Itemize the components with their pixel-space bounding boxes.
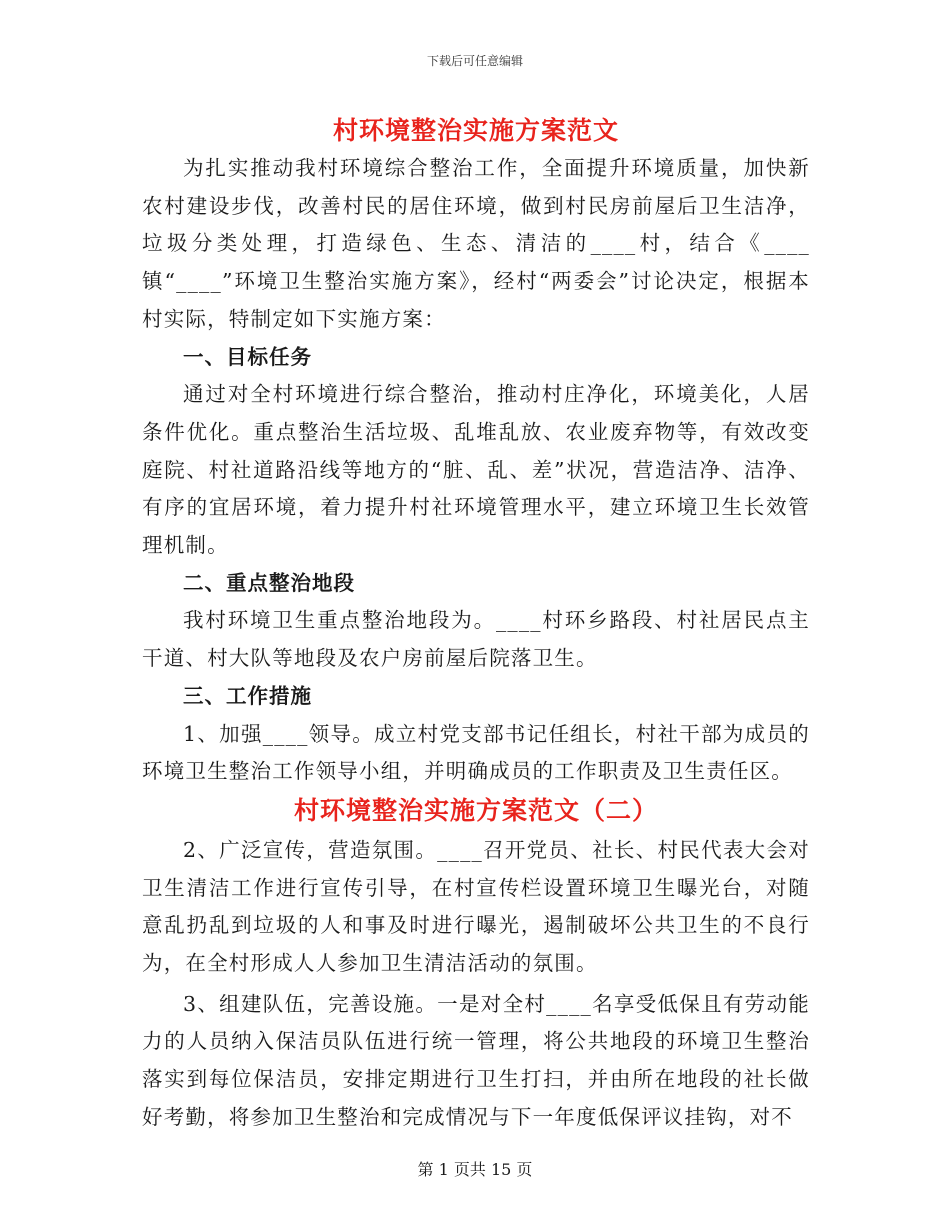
goals-paragraph: 通过对全村环境进行综合整治，推动村庄净化，环境美化，人居条件优化。重点整治生活垃圾、乱堆乱放、农业废弃物等，有效改变庭院、村社道路沿线等地方的“脏、乱、差”状况，营造洁净、洁净、有序的宜居环境，着力提升村社环境管理水平，建立环境卫生长效管理机制。 [142,382,810,558]
measure-item-2: 2、广泛宣传，营造氛围。____召开党员、社长、村民代表大会对卫生清洁工作进行宣传引导，在村宣传栏设置环境卫生曝光台，对随意乱扔乱到垃圾的人和事及时进行曝光，遏制破坏公共卫生的不良行为，在全村形成人人参加卫生清洁活动的氛围。 [142,837,810,976]
measure-item-3: 3、组建队伍，完善设施。一是对全村____名享受低保且有劳动能力的人员纳入保洁员队伍进行统一管理，将公共地段的环境卫生整治落实到每位保洁员，安排定期进行卫生打扫，并由所在地段的社长做好考勤，将参加卫生整治和完成情况与下一年度低保评议挂钩，对不 [142,991,810,1129]
section-heading-goals: 一、目标任务 [183,344,312,369]
document-title: 村环境整治实施方案范文 [332,116,619,145]
key-areas-paragraph: 我村环境卫生重点整治地段为。____村环乡路段、村社居民点主干道、村大队等地段及农户房前屋后院落卫生。 [142,608,810,671]
measure-item-1: 1、加强____领导。成立村党支部书记任组长，村社干部为成员的环境卫生整治工作领导小组，并明确成员的工作职责及卫生责任区。 [142,721,810,784]
header-note: 下载后可任意编辑 [426,54,523,68]
document-title-2: 村环境整治实施方案范文（二） [293,795,658,825]
page-number: 第 1 页共 15 页 [417,1160,533,1179]
section-heading-key-areas: 二、重点整治地段 [183,570,355,595]
intro-paragraph: 为扎实推动我村环境综合整治工作，全面提升环境质量，加快新农村建设步伐，改善村民的居住环境，做到村民房前屋后卫生洁净，垃圾分类处理，打造绿色、生态、清洁的____村，结合《____镇“____”环境卫生整治实施方案》，经村“两委会”讨论决定，根据本村实际，特制定如下实施方案： [142,156,810,331]
document-body [142,112,810,1137]
section-heading-measures: 三、工作措施 [183,683,312,708]
